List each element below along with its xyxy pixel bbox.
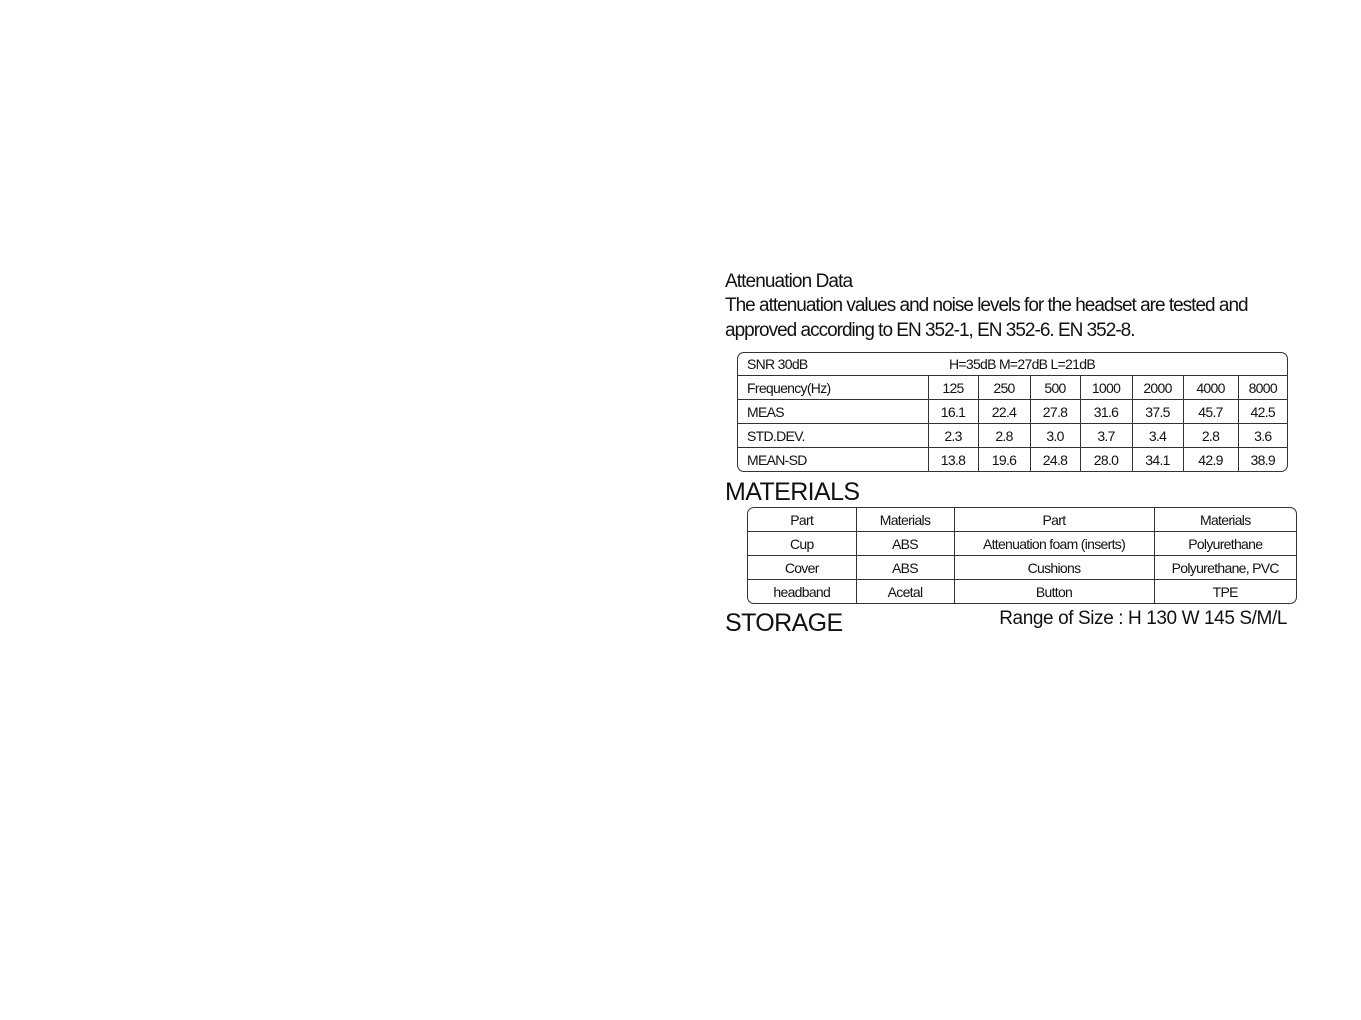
- table-row: [748, 532, 1296, 556]
- size-range: Range of Size : H 130 W 145 S/M/L: [999, 608, 1287, 629]
- column-header: Part: [748, 508, 856, 532]
- table-row: [738, 448, 1287, 472]
- table-row: [748, 556, 1296, 580]
- table-cell: 4000: [1183, 376, 1238, 400]
- row-label: MEAS: [738, 400, 928, 424]
- table-cell: 28.0: [1080, 448, 1132, 472]
- column-header: Part: [954, 508, 1154, 532]
- snr-value: SNR 30dB: [747, 356, 808, 372]
- table-cell: Cup: [748, 532, 856, 556]
- table-cell: Polyurethane: [1154, 532, 1296, 556]
- table-row: [738, 424, 1287, 448]
- table-cell: 2.8: [1183, 424, 1238, 448]
- table-cell: 45.7: [1183, 400, 1238, 424]
- table-cell: 24.8: [1030, 448, 1080, 472]
- table-cell: Attenuation foam (inserts): [954, 532, 1154, 556]
- storage-title: STORAGE: [725, 609, 843, 637]
- snr-row: [738, 353, 1287, 376]
- attenuation-title: Attenuation Data: [725, 271, 853, 292]
- table-cell: 19.6: [978, 448, 1030, 472]
- row-label: STD.DEV.: [738, 424, 928, 448]
- hml-values: H=35dB M=27dB L=21dB: [949, 356, 1095, 372]
- table-cell: 125: [928, 376, 978, 400]
- table-cell: 3.4: [1132, 424, 1183, 448]
- table-cell: 22.4: [978, 400, 1030, 424]
- table-cell: 3.6: [1238, 424, 1287, 448]
- table-cell: Acetal: [856, 580, 954, 604]
- materials-table: [747, 507, 1297, 604]
- table-cell: 2.3: [928, 424, 978, 448]
- table-cell: 34.1: [1132, 448, 1183, 472]
- table-cell: Cushions: [954, 556, 1154, 580]
- table-cell: 37.5: [1132, 400, 1183, 424]
- table-cell: 3.7: [1080, 424, 1132, 448]
- table-cell: 3.0: [1030, 424, 1080, 448]
- column-header: Materials: [1154, 508, 1296, 532]
- table-cell: Cover: [748, 556, 856, 580]
- table-cell: 8000: [1238, 376, 1287, 400]
- table-cell: 42.9: [1183, 448, 1238, 472]
- materials-title: MATERIALS: [725, 478, 860, 506]
- table-cell: Button: [954, 580, 1154, 604]
- table-cell: 500: [1030, 376, 1080, 400]
- table-cell: 1000: [1080, 376, 1132, 400]
- table-row: [738, 400, 1287, 424]
- table-cell: ABS: [856, 556, 954, 580]
- table-header-row: [748, 508, 1296, 532]
- column-header: Materials: [856, 508, 954, 532]
- table-cell: 13.8: [928, 448, 978, 472]
- table-cell: ABS: [856, 532, 954, 556]
- table-cell: headband: [748, 580, 856, 604]
- attenuation-table: [737, 352, 1288, 472]
- table-cell: 250: [978, 376, 1030, 400]
- table-cell: 2000: [1132, 376, 1183, 400]
- table-cell: 16.1: [928, 400, 978, 424]
- table-row: [748, 580, 1296, 604]
- table-cell: TPE: [1212, 583, 1238, 600]
- table-cell: 31.6: [1080, 400, 1132, 424]
- row-label: Frequency(Hz): [738, 376, 928, 400]
- table-row: [738, 376, 1287, 400]
- attenuation-description: The attenuation values and noise levels for the headset are tested and approved according to EN 352-1, EN 352-6. EN 352-8.: [725, 295, 1248, 341]
- table-cell: 27.8: [1030, 400, 1080, 424]
- spec-sheet: [725, 270, 1305, 637]
- row-label: MEAN-SD: [738, 448, 928, 472]
- table-cell: 42.5: [1238, 400, 1287, 424]
- table-cell: 2.8: [978, 424, 1030, 448]
- table-cell: Polyurethane, PVC: [1154, 556, 1296, 580]
- table-cell: 38.9: [1250, 451, 1275, 468]
